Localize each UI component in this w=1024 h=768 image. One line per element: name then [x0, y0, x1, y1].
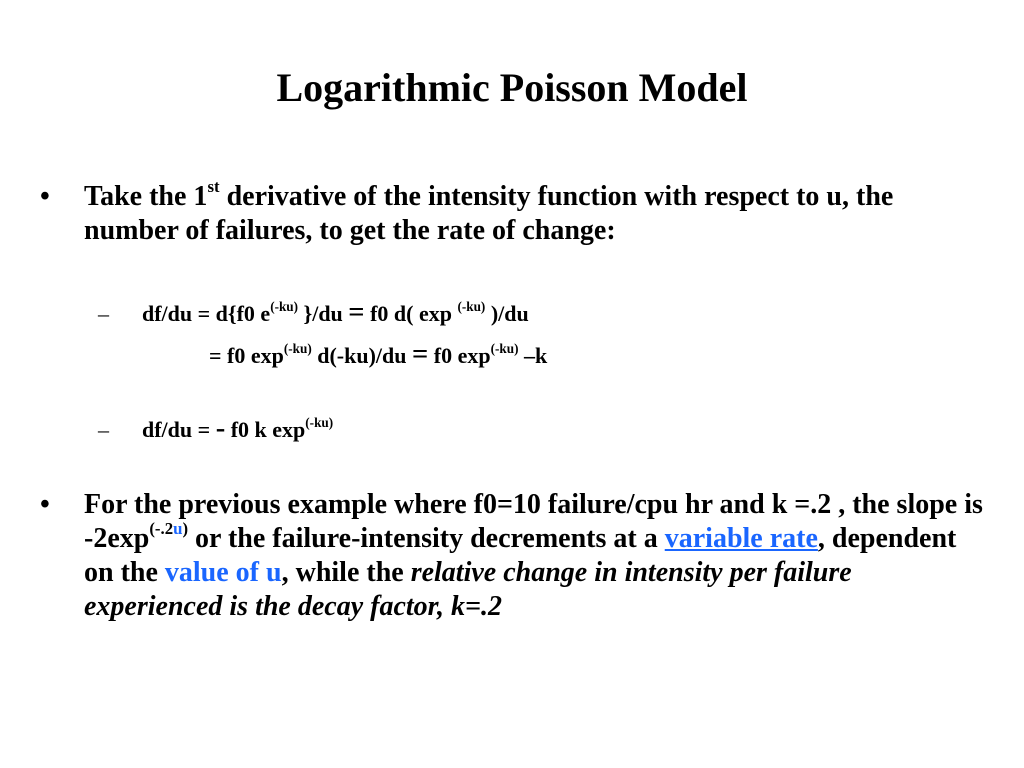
bullet2-sup-b: ) [182, 519, 189, 539]
sub1b-sup1: (-ku) [283, 340, 312, 356]
bullet1-text-a: Take the 1 [84, 181, 208, 212]
sub1b-d: –k [518, 343, 548, 368]
sub-bullet-result [98, 413, 334, 444]
sub2-a: df/du = [142, 417, 216, 442]
sub-marker: – [98, 417, 109, 442]
bullet-text [84, 177, 990, 248]
sub2-sup: (-ku) [305, 414, 334, 430]
bullet-take-derivative [40, 177, 990, 248]
bullet1-text-b: derivative of the intensity function with respect to u, the number of failures, to get the rate of change: [84, 181, 894, 246]
bullet-marker: • [40, 181, 50, 212]
sub-bullet-derivation [98, 297, 529, 328]
bullet2-sup-a: (-.2 [149, 519, 174, 539]
sub1b-b: d(-ku)/du [311, 343, 412, 368]
bullet2-b: or the failure-intensity decrements at a [188, 523, 665, 554]
sub1-d: )/du [485, 301, 529, 326]
sub1-b: }/du [298, 301, 349, 326]
sub-marker: – [98, 301, 109, 326]
sub-text [142, 297, 529, 328]
sub1b-eq: = [412, 339, 429, 370]
bullet2-d: , while the [281, 557, 411, 588]
bullet2-c: , dependent on the [84, 523, 957, 588]
sub1b-a: = f0 exp [209, 343, 284, 368]
bullet2-sup-u: u [173, 519, 183, 539]
sub1b-sup2: (-ku) [490, 340, 519, 356]
bullet-marker: • [40, 489, 50, 520]
bullet1-sup: st [207, 177, 220, 197]
sub1-a: df/du = d{f0 e [142, 301, 271, 326]
variable-rate-link[interactable]: variable rate [664, 523, 818, 554]
slide-title: Logarithmic Poisson Model [276, 65, 748, 110]
sub1-sup2: (-ku) [457, 298, 486, 314]
sub-text [142, 413, 334, 444]
bullet2-a: For the previous example where f0=10 failure/cpu hr and k =.2 , the slope is -2exp [84, 489, 983, 554]
derivation-continuation [209, 339, 548, 370]
sub1-eq: = [348, 297, 365, 328]
sub1-sup1: (-ku) [270, 298, 299, 314]
sub2-b: f0 k exp [225, 417, 306, 442]
bullet-previous-example [40, 488, 990, 624]
sub1-c: f0 d( exp [364, 301, 458, 326]
bullet-text [84, 488, 990, 624]
sub1b-c: f0 exp [428, 343, 491, 368]
sub2-minus: - [215, 413, 226, 444]
value-of-u-text: value of u [164, 557, 282, 588]
bullet2-italic: relative change in intensity per failure experienced is the decay factor, k=.2 [84, 557, 852, 622]
